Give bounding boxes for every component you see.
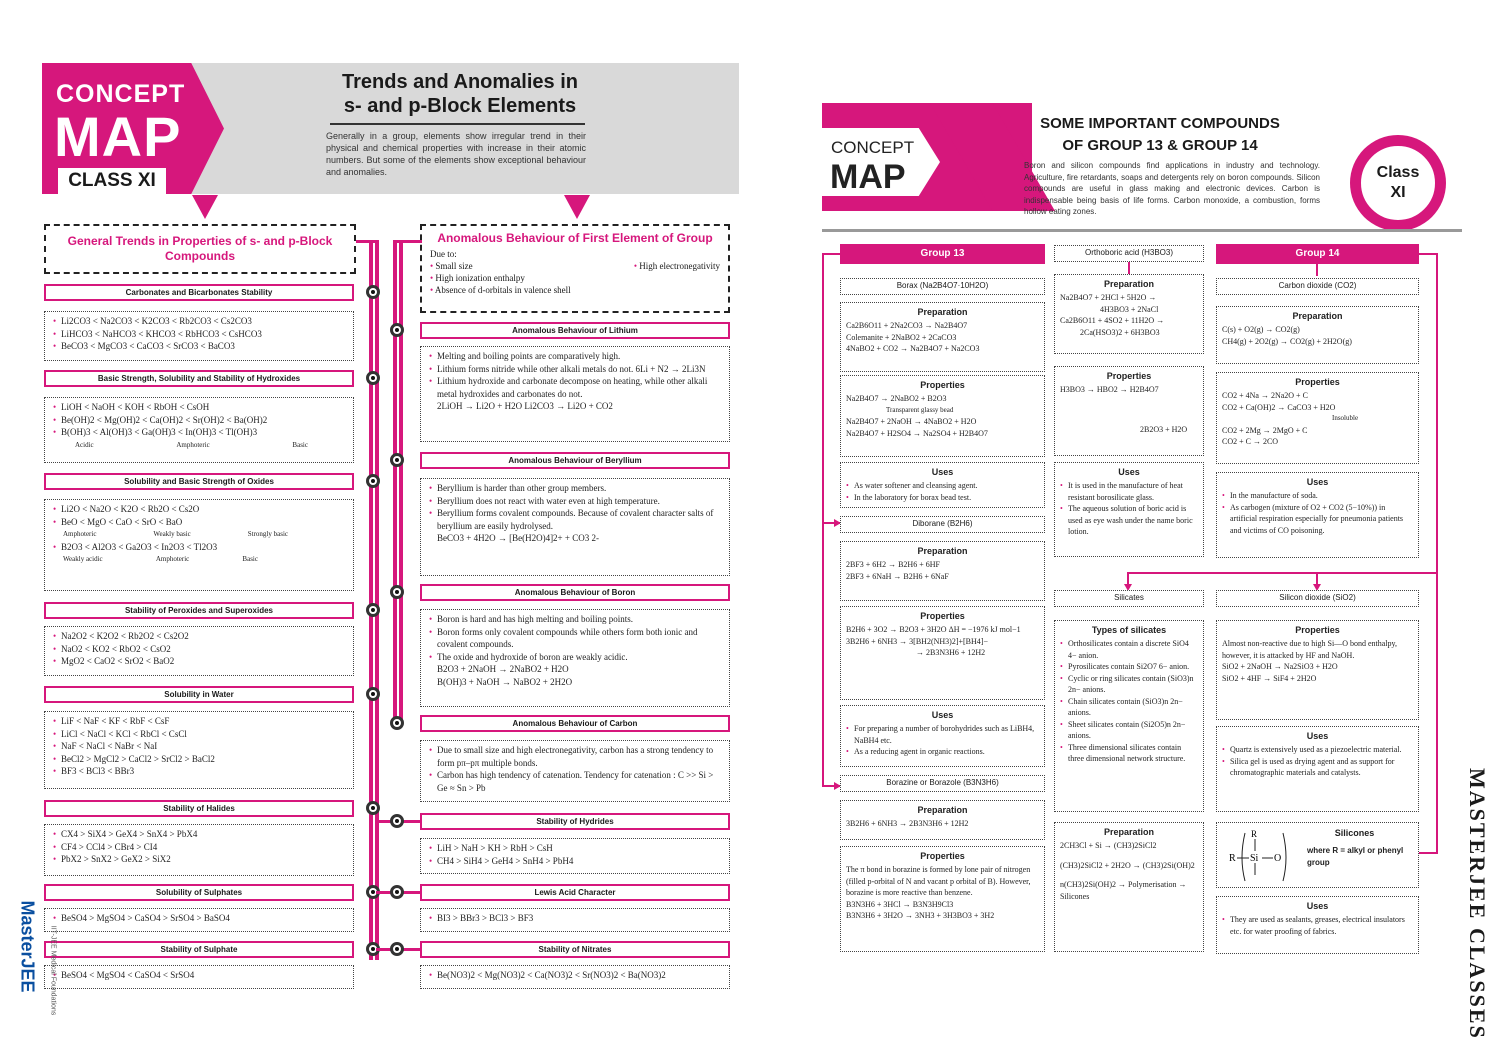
silicates-label: Silicates [1054, 590, 1204, 607]
connector [822, 253, 840, 255]
svg-text:O: O [1274, 853, 1282, 864]
connector-knob [366, 603, 380, 617]
connector [1316, 264, 1318, 276]
section-bar: Lewis Acid Character [420, 884, 730, 901]
connector [1127, 572, 1436, 574]
class-label: CLASS XI [58, 168, 166, 194]
section-body: • LiOH < NaOH < KOH < RbOH < CsOH • Be(OH)2 < Mg(OH)2 < Ca(OH)2 < Sr(OH)2 < Ba(OH)2 • B(OH)3 < Al(OH)3 < Ga(OH)3 < In(OH)3 < Tl(OH)3 Acidic Amphoteric Basic [44, 397, 354, 463]
right-concept-word: CONCEPT [831, 138, 915, 157]
connector-knob [390, 453, 404, 467]
section-bar: Solubility in Water [44, 686, 354, 703]
section-body: • Beryllium is harder than other group members. • Beryllium does not react with water even at high temperature. • Beryllium forms covalent compounds. Because of covalent character salts of beryllium are easily hydrolysed. BeCO3 + 4H2O → [Be(H2O)4]2+ + CO3 2- [420, 478, 730, 576]
header-rule [822, 229, 1462, 232]
orthoboric-properties: Properties H3BO3 → HBO2 → H2B4O7 2B2O3 + H2O [1054, 366, 1204, 456]
borax-properties: Properties Na2B4O7 → 2NaBO2 + B2O3 Transparent glassy bead Na2B4O7 + 2NaOH → 4NaBO2 + H2O Na2B4O7 + H2SO4 → Na2SO4 + H2B4O7 [840, 375, 1045, 457]
section-bar: Basic Strength, Solubility and Stability of Hydroxides [44, 370, 354, 387]
sio2-uses: Uses • Quartz is extensively used as a piezoelectric material. • Silica gel is used as drying agent and as support for chromatographic materials and catalysts. [1216, 726, 1419, 812]
section-body: • Na2O2 < K2O2 < Rb2O2 < Cs2O2 • NaO2 < KO2 < RbO2 < CsO2 • MgO2 < CaO2 < SrO2 < BaO2 [44, 626, 354, 676]
connector [1436, 253, 1438, 853]
section-bar: Stability of Hydrides [420, 813, 730, 830]
section-body: • CX4 > SiX4 > GeX4 > SnX4 > PbX4 • CF4 > CCl4 > CBr4 > CI4 • PbX2 > SnX2 > GeX2 > SiX2 [44, 824, 354, 876]
section-body: • LiF < NaF < KF < RbF < CsF • LiCl < NaCl < KCl < RbCl < CsCl • NaF < NaCl < NaBr < NaI • BeCl2 > MgCl2 > CaCl2 > SrCl2 > BaCl2 • BF3 < BCl3 < BBr3 [44, 711, 354, 789]
borax-uses: Uses • As water softener and cleansing agent. • In the laboratory for borax bead test. [840, 462, 1045, 508]
title-rule [330, 123, 585, 125]
svg-text:R: R [1251, 829, 1258, 839]
right-page-title: SOME IMPORTANT COMPOUNDS OF GROUP 13 & GROUP 14 [1040, 115, 1280, 154]
connector [1419, 852, 1438, 854]
right-intro: Boron and silicon compounds find applications in industry and technology. Agriculture, fire retardants, soaps and detergents rely on boron compounds. Silicon compounds are useful in glass making and electronic devices. Carbon is indispensable being basis of life forms. Carbon monoxide, a combustion, forms hollow eating zones. [1024, 161, 1320, 216]
section-bar: Stability of Peroxides and Superoxides [44, 602, 354, 619]
sio2-label: Silicon dioxide (SiO2) [1216, 590, 1419, 607]
section-body: • BeSO4 < MgSO4 < CaSO4 < SrSO4 [44, 965, 354, 989]
diborane-uses: Uses • For preparing a number of borohydrides such as LiBH4, NaBH4 etc. • As a reducing agent in organic reactions. [840, 705, 1045, 767]
section-bar: Carbonates and Bicarbonates Stability [44, 284, 354, 301]
silicones-uses: Uses • They are used as sealants, greases, electrical insulators etc. for water proofing of fabrics. [1216, 896, 1419, 954]
connector-knob [390, 942, 404, 956]
spine-core [397, 240, 399, 720]
svg-text:Si: Si [1250, 853, 1259, 864]
diborane-label: Diborane (B2H6) [840, 516, 1045, 533]
spine-core [373, 240, 375, 960]
sio2-properties: Properties Almost non-reactive due to high Si—O bond enthalpy, however, it is attacked by HF and NaOH. SiO2 + 2NaOH → Na2SiO3 + H2O SiO2 + 4HF → SiF4 + 2H2O [1216, 620, 1419, 720]
connector [822, 253, 824, 786]
connector-knob [366, 285, 380, 299]
connector [1419, 253, 1437, 255]
silicates-types: Types of silicates • Orthosilicates contain a discrete SiO4 4− anion. • Pyrosilicates contain Si2O7 6− anion. • Cyclic or ring silicates contain (SiO3)n 2n− anions. • Chain silicates contain (SiO3)n 2n− anions. • Sheet silicates contain (Si2O5)n 2n− anions. • Three dimensional silicates contain three dimensional network structure. [1054, 620, 1204, 812]
section-body: • LiH > NaH > KH > RbH > CsH • CH4 > SiH4 > GeH4 > SnH4 > PbH4 [420, 838, 730, 874]
silicone-structure-icon [1221, 827, 1291, 883]
co2-label: Carbon dioxide (CO2) [1216, 278, 1419, 295]
right-map-word: MAP [830, 158, 906, 196]
general-trends-box [44, 224, 356, 274]
connector-knob [390, 814, 404, 828]
diborane-properties: Properties B2H6 + 3O2 → B2O3 + 3H2O ΔH = −1976 kJ mol−1 3B2H6 + 6NH3 → 3[BH2(NH3)2]+[BH4]− → 2B3N3H6 + 12H2 [840, 606, 1045, 700]
section-body: • Li2CO3 < Na2CO3 < K2CO3 < Rb2CO3 < Cs2CO3 • LiHCO3 < NaHCO3 < KHCO3 < RbHCO3 < CsHCO3 • BeCO3 < MgCO3 < CaCO3 < SrCO3 < BaCO3 [44, 311, 354, 361]
connector-knob [390, 716, 404, 730]
anomalous-title: Anomalous Behaviour of First Element of Group [437, 231, 713, 245]
connector-knob [390, 585, 404, 599]
general-trends-title: General Trends in Properties of s- and p-Block Compounds [67, 234, 333, 263]
arrow-down-icon [564, 195, 590, 219]
co2-preparation: Preparation C(s) + O2(g) → CO2(g) CH4(g) + 2O2(g) → CO2(g) + 2H2O(g) [1216, 306, 1419, 364]
diborane-preparation: Preparation 2BF3 + 6H2 → B2H6 + 6HF 2BF3 + 6NaH → B2H6 + 6NaF [840, 541, 1045, 601]
borazine-properties: Properties The π bond in borazine is formed by lone pair of nitrogen (filled p-orbital of N and vacant p orbital of B). However, borazine is more reactive than benzene. B3N3H6 + 3HCl → B3N3H9Cl3 B3N3H6 + 3H2O → 3NH3 + 3H3BO3 + 3H2 [840, 846, 1045, 952]
class-badge-label: Class XI [1361, 146, 1435, 220]
section-body: • Be(NO3)2 < Mg(NO3)2 < Ca(NO3)2 < Sr(NO3)2 < Ba(NO3)2 [420, 965, 730, 989]
group14-tab: Group 14 [1216, 244, 1419, 264]
borax-label: Borax (Na2B4O7·10H2O) [840, 278, 1045, 295]
masterjee-classes-brand: MASTERJEE CLASSES [1465, 768, 1490, 1040]
section-bar: Stability of Halides [44, 800, 354, 817]
anomalous-item: • High electronegativity [633, 261, 720, 271]
map-word: MAP [54, 105, 182, 168]
concept-word: CONCEPT [56, 80, 186, 108]
section-body: • BI3 > BBr3 > BCl3 > BF3 [420, 908, 730, 932]
co2-properties: Properties CO2 + 4Na → 2Na2O + C CO2 + Ca(OH)2 → CaCO3 + H2O Insoluble CO2 + 2Mg → 2MgO + C CO2 + C → 2CO [1216, 372, 1419, 464]
orthoboric-preparation: Preparation Na2B4O7 + 2HCl + 5H2O → 4H3BO3 + 2NaCl Ca2B6O11 + 4SO2 + 11H2O → 2Ca(HSO3)2 + 6H3BO3 [1054, 274, 1204, 354]
section-bar: Stability of Sulphate [44, 941, 354, 958]
orthoboric-uses: Uses • It is used in the manufacture of heat resistant borosilicate glass. • The aqueous solution of boric acid is used as eye wash under the name boric lotion. [1054, 462, 1204, 557]
anomalous-item: • Small size [430, 261, 473, 271]
arrow-down-icon [192, 195, 218, 219]
anomalous-item: • High ionization enthalpy [430, 273, 525, 283]
section-bar: Stability of Nitrates [420, 941, 730, 958]
co2-uses: Uses • In the manufacture of soda. • As carbogen (mixture of O2 + CO2 (5−10%)) in artificial respiration especially for pneumonia patients and victims of CO poisoning. [1216, 472, 1419, 558]
connector-knob [366, 474, 380, 488]
section-body: • Melting and boiling points are comparatively high. • Lithium forms nitride while other alkali metals do not. 6Li + N2 → 2Li3N • Lithium hydroxide and carbonate decompose on heating, while other alkali metal hydroxides and carbonates do not. 2LiOH → Li2O + H2O Li2CO3 → Li2O + CO2 [420, 346, 730, 442]
logo-subtitle: IIT-JEE Medical Foundations [49, 925, 57, 1016]
anomalous-lead: Due to: [430, 249, 457, 259]
silicones-structure [1216, 822, 1419, 888]
connector-knob [366, 687, 380, 701]
silicones-preparation: Preparation 2CH3Cl + Si → (CH3)2SiCl2 (CH3)2SiCl2 + 2H2O → (CH3)2Si(OH)2 n(CH3)2Si(OH)2 → Polymerisation → Silicones [1054, 822, 1204, 952]
section-body: • Boron is hard and has high melting and boiling points. • Boron forms only covalent compounds while others form both ionic and covalent compounds. • The oxide and hydroxide of boron are weakly acidic. B2O3 + 2NaOH → 2NaBO2 + H2O B(OH)3 + NaOH → NaBO2 + 2H2O [420, 609, 730, 707]
silicones-label: Silicones [1334, 828, 1375, 838]
masterjee-logo: MasterJEE IIT-JEE Medical Foundations [17, 900, 57, 1016]
silicones-where: where R = alkyl or phenyl group [1307, 846, 1404, 867]
connector [396, 240, 422, 243]
section-body: • Li2O < Na2O < K2O < Rb2O < Cs2O • BeO < MgO < CaO < SrO < BaO Amphoteric Weakly basic Strongly basic • B2O3 < Al2O3 < Ga2O3 < In2O3 < Tl2O3 Weakly acidic Amphoteric Basic [44, 499, 354, 591]
connector-knob [390, 323, 404, 337]
connector-knob [366, 371, 380, 385]
section-bar: Anomalous Behaviour of Boron [420, 584, 730, 601]
group13-tab: Group 13 [840, 244, 1045, 264]
connector [356, 240, 376, 243]
section-bar: Anomalous Behaviour of Beryllium [420, 452, 730, 469]
left-page-title: Trends and Anomalies in s- and p-Block Elements [342, 71, 578, 117]
connector-knob [366, 801, 380, 815]
section-body: • BeSO4 > MgSO4 > CaSO4 > SrSO4 > BaSO4 [44, 908, 354, 932]
section-bar: Anomalous Behaviour of Carbon [420, 715, 730, 732]
borazine-label: Borazine or Borazole (B3N3H6) [840, 775, 1045, 792]
anomalous-item: • Absence of d-orbitals in valence shell [430, 285, 571, 295]
left-intro: Generally in a group, elements show irregular trend in their physical and chemical properties with increase in their atomic numbers. But some of the elements show exceptional behaviour and anomalies. [326, 131, 586, 177]
borazine-preparation: Preparation 3B2H6 + 6NH3 → 2B3N3H6 + 12H2 [840, 800, 1045, 840]
connector [1128, 262, 1130, 274]
section-body: • Due to small size and high electronegativity, carbon has a strong tendency to form pπ–pπ multiple bonds. • Carbon has high tendency of catenation. Tendency for catenation : C >> Si > Ge ≈ Sn > Pb [420, 740, 730, 802]
section-bar: Anomalous Behaviour of Lithium [420, 322, 730, 339]
section-bar: Solubility and Basic Strength of Oxides [44, 473, 354, 490]
anomalous-box [420, 224, 730, 313]
orthoboric-label: Orthoboric acid (H3BO3) [1054, 245, 1204, 262]
connector-knob [390, 885, 404, 899]
borax-preparation: Preparation Ca2B6O11 + 2Na2CO3 → Na2B4O7 Colemanite + 2NaBO2 + 2CaCO3 4NaBO2 + CO2 → Na2B4O7 + Na2CO3 [840, 302, 1045, 372]
section-bar: Solubility of Sulphates [44, 884, 354, 901]
svg-text:R: R [1229, 853, 1236, 864]
